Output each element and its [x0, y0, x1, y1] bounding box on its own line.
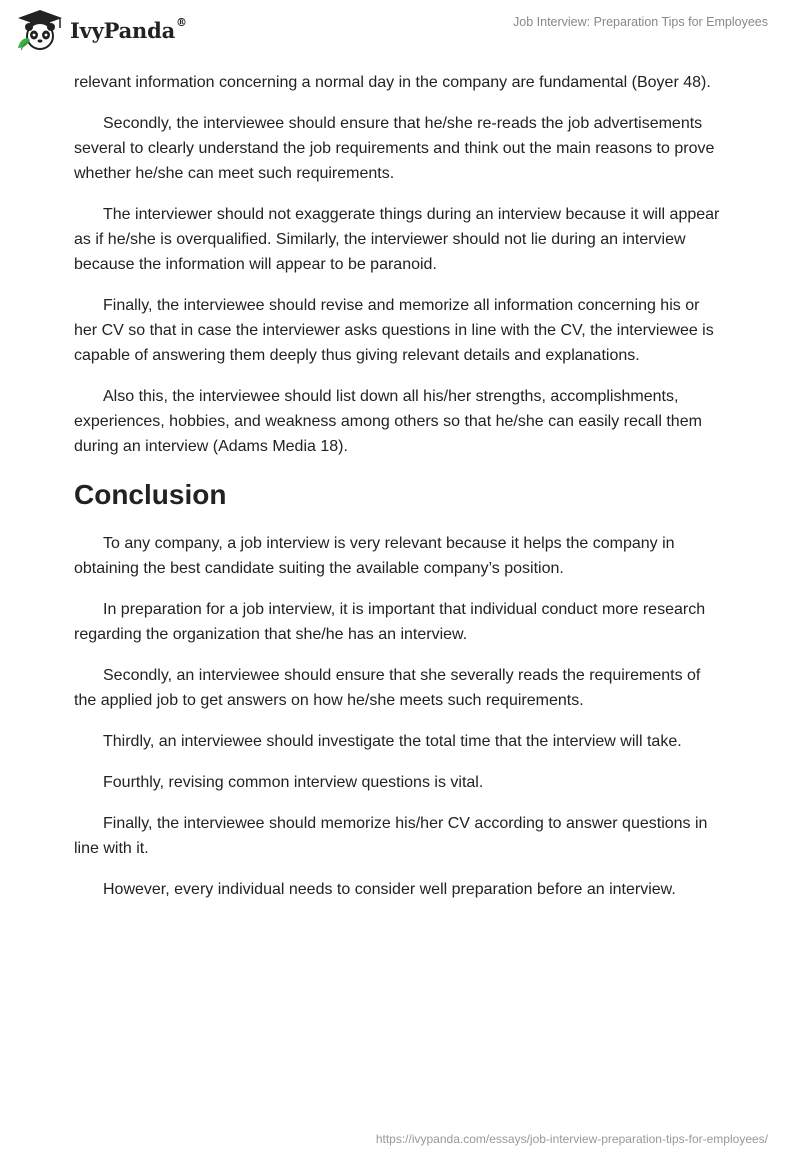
section-heading-conclusion: Conclusion [74, 479, 227, 510]
paragraph: The interviewer should not exaggerate things during an interview because it will appear as if he/she is overqualified. Similarly, the interviewer should not lie during an interview because the information will appear to be paranoid. [74, 206, 720, 273]
paragraph: In preparation for a job interview, it is important that individual conduct more research regarding the organization that she/he has an interview. [74, 601, 706, 643]
source-url[interactable]: https://ivypanda.com/essays/job-interview-preparation-tips-for-employees/ [375, 1132, 768, 1146]
paragraph: However, every individual needs to consider well preparation before an interview. [103, 881, 676, 898]
paragraph: Secondly, an interviewee should ensure that she severally reads the requirements of the applied job to get answers on how he/she meets such requirements. [74, 667, 701, 709]
paragraph: To any company, a job interview is very relevant because it helps the company in obtaining the best candidate suiting the available company’s position. [74, 535, 675, 577]
paragraph: Secondly, the interviewee should ensure that he/she re-reads the job advertisements several to clearly understand the job requirements and think out the main reasons to prove whether he/she can meet such requirements. [74, 115, 715, 182]
panda-graduate-icon [16, 8, 64, 52]
brand-name: IvyPanda® [70, 15, 187, 43]
ivypanda-logo[interactable] [16, 8, 187, 52]
paragraph: Finally, the interviewee should memorize his/her CV according to answer questions in line with it. [74, 815, 708, 857]
paragraph: Also this, the interviewee should list down all his/her strengths, accomplishments, experiences, hobbies, and weakness among others so that he/she can easily recall them during an interview (Adams Media 18). [74, 388, 702, 455]
paragraph: relevant information concerning a normal day in the company are fundamental (Boyer 48). [74, 74, 711, 91]
page-header [0, 0, 800, 64]
essay-content [74, 70, 726, 918]
paragraph: Finally, the interviewee should revise and memorize all information concerning his or her CV so that in case the interviewer asks questions in line with the CV, the interviewee is capable of answering them deeply thus giving relevant details and explanations. [74, 297, 714, 364]
document-title: Job Interview: Preparation Tips for Employees [513, 15, 768, 29]
paragraph: Thirdly, an interviewee should investigate the total time that the interview will take. [103, 733, 682, 750]
paragraph: Fourthly, revising common interview questions is vital. [103, 774, 484, 791]
